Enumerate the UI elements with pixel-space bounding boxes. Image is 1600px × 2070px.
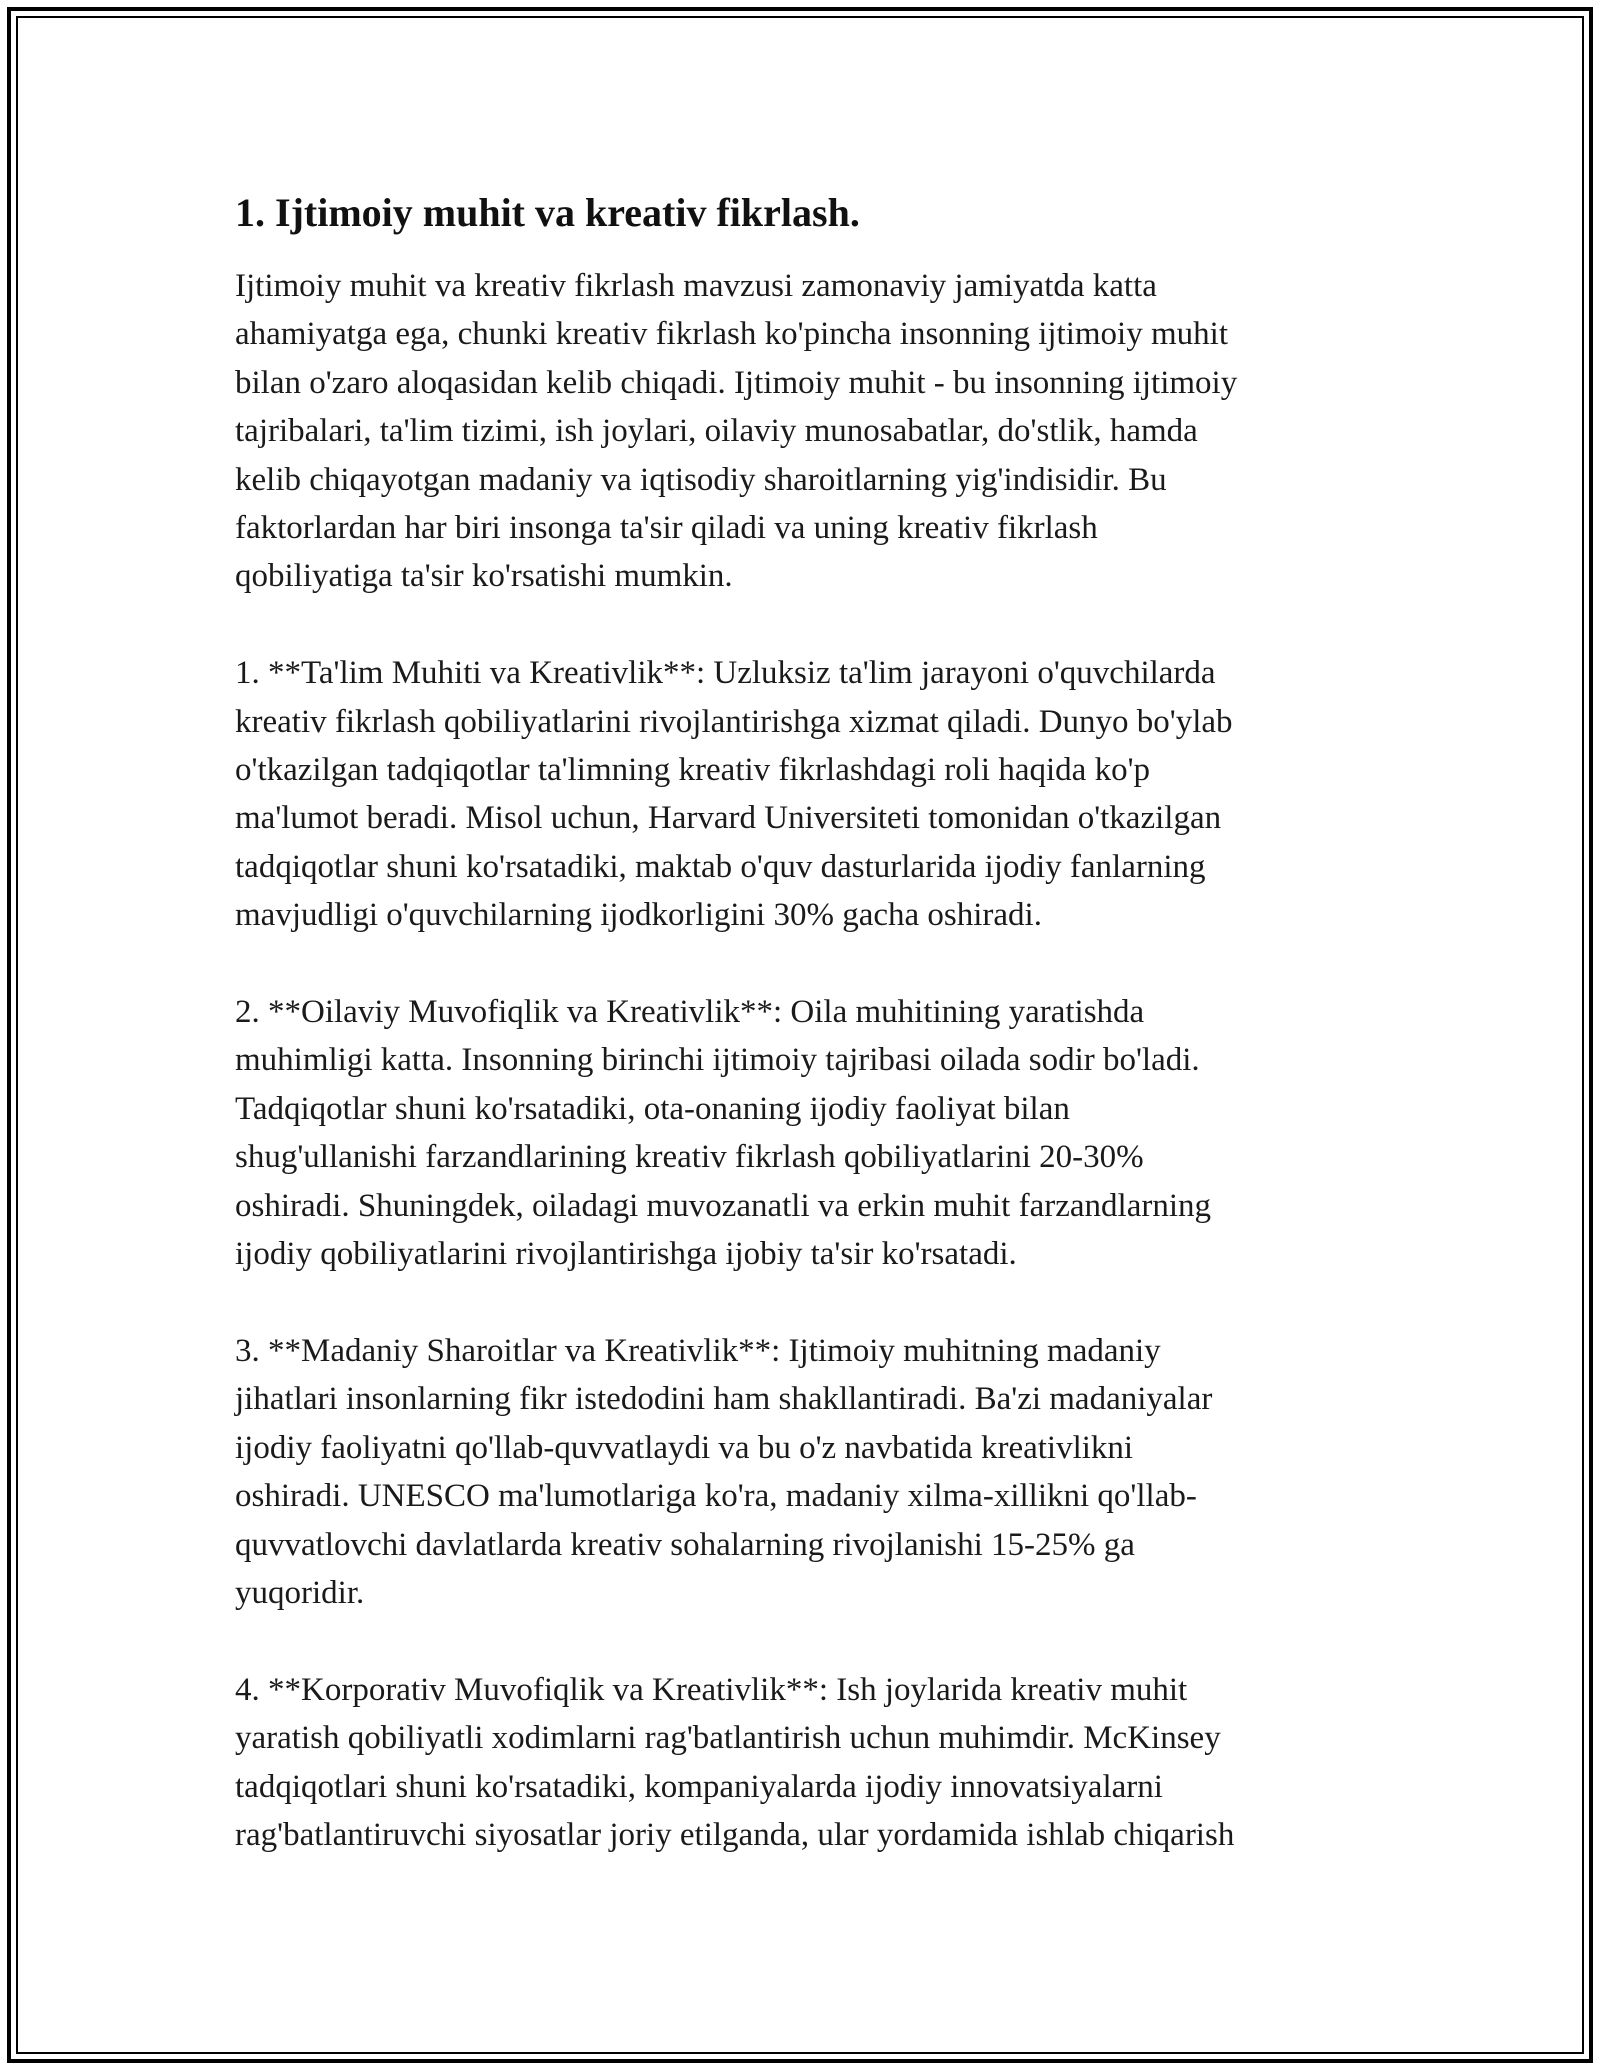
document-body [235, 180, 1375, 1859]
section-heading: 1. Ijtimoiy muhit va kreativ fikrlash. [235, 190, 860, 235]
list-item-education: 1. **Ta'lim Muhiti va Kreativlik**: Uzluksiz ta'lim jarayoni o'quvchilarda kreativ fikrlash qobiliyatlarini rivojlantirishga xizmat qiladi. Dunyo bo'ylab o'tkazilgan tadqiqotlar ta'limning kreativ fikrlashdagi roli haqida ko'p ma'lumot beradi. Misol uchun, Harvard Universiteti tomonidan o'tkazilgan tadqiqotlar shuni ko'rsatadiki, maktab o'quv dasturlarida ijodiy fanlarning mavjudligi o'quvchilarning ijodkorligini 30% gacha oshiradi. [235, 655, 1233, 934]
list-item-corporate: 4. **Korporativ Muvofiqlik va Kreativlik**: Ish joylarida kreativ muhit yaratish qobiliyatli xodimlarni rag'batlantirish uchun muhimdir. McKinsey tadqiqotlari shuni ko'rsatadiki, kompaniyalarda ijodiy innovatsiyalarni rag'batlantiruvchi siyosatlar joriy etilganda, ular yordamida ishlab chiqarish [235, 1671, 1235, 1853]
intro-paragraph: Ijtimoiy muhit va kreativ fikrlash mavzusi zamonaviy jamiyatda katta ahamiyatga ega, chunki kreativ fikrlash ko'pincha insonning ijtimoiy muhit bilan o'zaro aloqasidan kelib chiqadi. Ijtimoiy muhit - bu insonning ijtimoiy tajribalari, ta'lim tizimi, ish joylari, oilaviy munosabatlar, do'stlik, hamda kelib chiqayotgan madaniy va iqtisodiy sharoitlarning yig'indisidir. Bu faktorlardan har biri insonga ta'sir qiladi va uning kreativ fikrlash qobiliyatiga ta'sir ko'rsatishi mumkin. [235, 268, 1238, 595]
list-item-culture: 3. **Madaniy Sharoitlar va Kreativlik**: Ijtimoiy muhitning madaniy jihatlari insonlarning fikr istedodini ham shakllantiradi. Ba'zi madaniyalar ijodiy faoliyatni qo'llab-quvvatlaydi va bu o'z navbatida kreativlikni oshiradi. UNESCO ma'lumotlariga ko'ra, madaniy xilma-xillikni qo'llab- quvvatlovchi davlatlarda kreativ sohalarning rivojlanishi 15-25% ga yuqoridir. [235, 1332, 1213, 1611]
list-item-family: 2. **Oilaviy Muvofiqlik va Kreativlik**: Oila muhitining yaratishda muhimligi katta. Insonning birinchi ijtimoiy tajribasi oilada sodir bo'ladi. Tadqiqotlar shuni ko'rsatadiki, ota-onaning ijodiy faoliyat bilan shug'ullanishi farzandlarining kreativ fikrlash qobiliyatlarini 20-30% oshiradi. Shuningdek, oiladagi muvozanatli va erkin muhit farzandlarning ijodiy qobiliyatlarini rivojlantirishga ijobiy ta'sir ko'rsatadi. [235, 994, 1211, 1273]
